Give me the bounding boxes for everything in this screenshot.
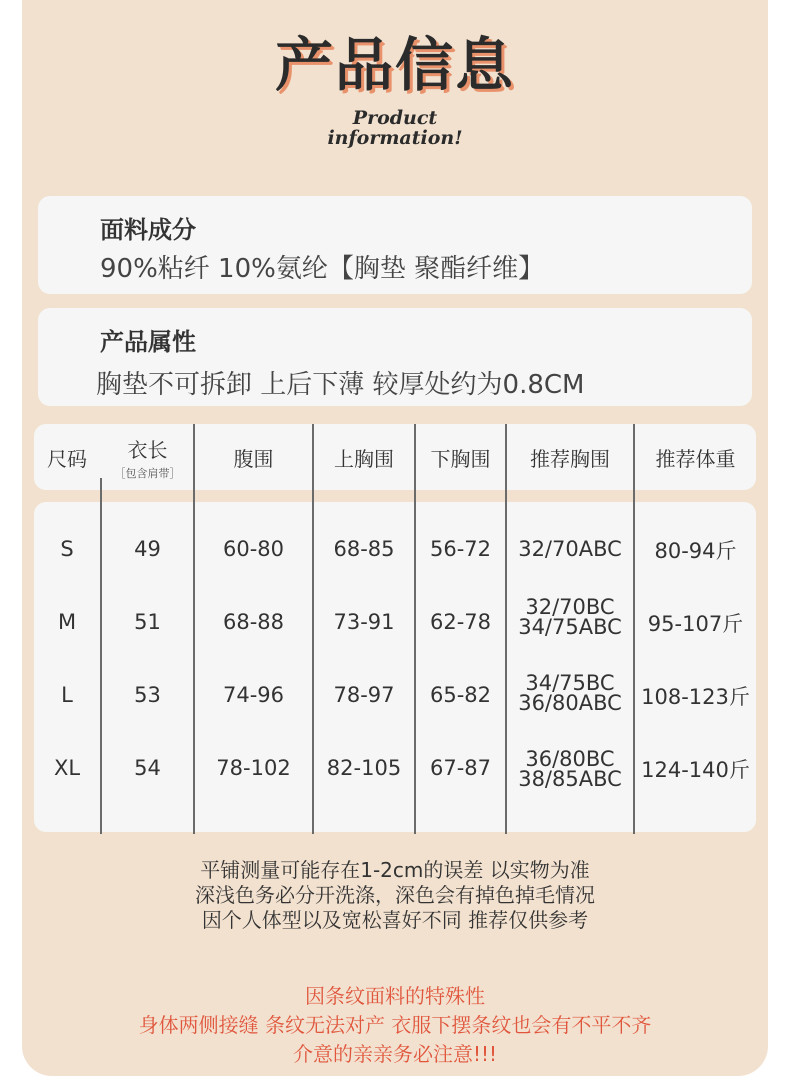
table-cell-size: L [61, 683, 73, 707]
table-cell-bra-size [507, 524, 633, 574]
table-cell-size: XL [53, 756, 81, 780]
header-label: 推荐胸围 [530, 446, 610, 471]
table-cell-length: 53 [134, 683, 161, 707]
table-cell-size: M [57, 610, 77, 634]
header-bra-size [507, 424, 633, 490]
table-cell-waist: 60-80 [222, 537, 285, 561]
table-cell-waist: 68-88 [222, 610, 285, 634]
bra-size-line: 34/75BC [525, 671, 615, 695]
note-line: 深浅色务必分开洗涤，深色会有掉色掉毛情况 [195, 883, 595, 907]
warning-line: 身体两侧接缝 条纹无法对产 衣服下摆条纹也会有不平不齐 [138, 1013, 652, 1037]
table-cell-under-bust: 65-82 [429, 683, 492, 707]
note-line: 平铺测量可能存在1-2cm的误差 以实物为准 [200, 858, 590, 882]
header-label: 下胸围 [430, 446, 491, 471]
header-label: 推荐体重 [655, 446, 736, 471]
table-cell-weight: 95-107斤 [647, 612, 744, 636]
bra-size-line: 34/75ABC [518, 615, 622, 639]
table-cell-size: S [60, 537, 74, 561]
header-label: 腹围 [233, 446, 274, 471]
table-cell-weight: 80-94斤 [654, 539, 737, 563]
attributes-label: 产品属性 [100, 328, 196, 356]
table-cell-upper-bust: 82-105 [326, 756, 402, 780]
bra-size-line: 32/70BC [525, 595, 615, 619]
header-upper-bust [314, 424, 414, 490]
table-cell-under-bust: 62-78 [429, 610, 492, 634]
fabric-card [38, 196, 752, 294]
table-cell-upper-bust: 73-91 [333, 610, 395, 634]
stripe-warning [0, 982, 790, 1069]
warning-line: 因条纹面料的特殊性 [305, 984, 485, 1008]
subtitle-line-2: information! [327, 127, 463, 149]
table-cell-upper-bust: 68-85 [333, 537, 395, 561]
note-line: 因个人体型以及宽松喜好不同 推荐仅供参考 [201, 908, 589, 932]
table-cell-length: 49 [134, 537, 161, 561]
bra-size-line: 36/80BC [525, 747, 615, 771]
bra-size-line: 32/70ABC [518, 537, 622, 561]
bra-size-line: 38/85ABC [518, 767, 622, 791]
page-title: 产品信息 [274, 31, 515, 99]
header-weight [635, 424, 756, 490]
table-cell-length: 54 [134, 756, 161, 780]
table-cell-bra-size [507, 668, 633, 718]
header-length [102, 424, 193, 490]
bra-size-line: 36/80ABC [518, 691, 622, 715]
page-subtitle [0, 108, 790, 148]
table-cell-upper-bust: 78-97 [333, 683, 395, 707]
table-cell-bra-size [507, 744, 633, 794]
measurement-notes [0, 858, 790, 933]
attributes-value: 胸垫不可拆卸 上后下薄 较厚处约为0.8CM [96, 370, 585, 400]
table-cell-weight: 108-123斤 [641, 685, 750, 709]
table-cell-under-bust: 56-72 [429, 537, 492, 561]
fabric-value: 90%粘纤 10%氨纶【胸垫 聚酯纤维】 [100, 254, 545, 284]
header-label: 衣长 [127, 437, 168, 462]
fabric-label: 面料成分 [100, 216, 196, 244]
table-cell-bra-size [507, 592, 633, 642]
table-cell-under-bust: 67-87 [429, 756, 492, 780]
header-label: 尺码 [47, 446, 87, 471]
table-cell-waist: 78-102 [216, 756, 291, 780]
table-cell-waist: 74-96 [222, 683, 285, 707]
subtitle-line-1: Product [352, 107, 438, 129]
table-cell-weight: 124-140斤 [641, 758, 750, 782]
attributes-card [38, 308, 752, 406]
header-waist [195, 424, 312, 490]
table-cell-length: 51 [134, 610, 161, 634]
header-under-bust [416, 424, 505, 490]
header-label: 上胸围 [334, 446, 394, 471]
warning-line: 介意的亲亲务必注意!!! [292, 1042, 498, 1066]
header-sublabel: ［包含肩带］ [114, 466, 181, 480]
header-size [34, 424, 100, 490]
